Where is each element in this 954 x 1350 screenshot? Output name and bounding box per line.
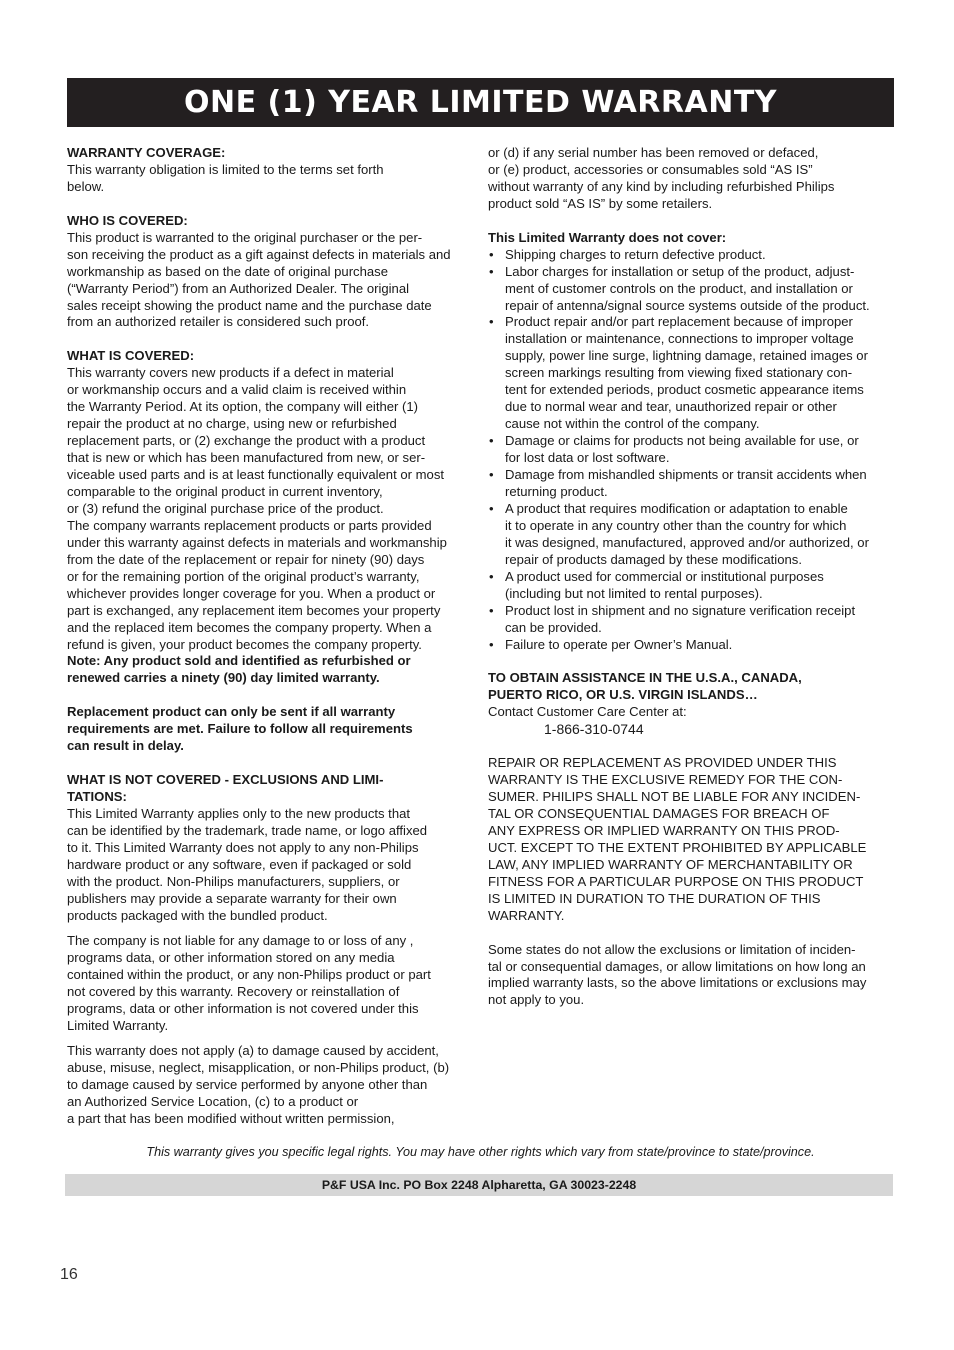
text-line: due to normal wear and tear, unauthorized repair or other [505,399,837,415]
exclusions-continued [488,145,894,213]
company-address: P&F USA Inc. PO Box 2248 Alpharetta, GA 30023-2248 [65,1174,893,1196]
text-line: This Limited Warranty applies only to the new products that [67,805,411,821]
text-line: Note: Any product sold and identified as refurbished or [67,653,411,669]
text-line: whichever provides longer coverage for you. When a product or [67,585,436,601]
text-line: • Damage or claims for products not being available for use, or [505,433,859,449]
not-covered-paragraph-3 [67,1043,469,1128]
text-line: • A product used for commercial or institutional purposes [505,568,824,584]
text-line: repair the product at no charge, using new or refurbished [67,416,397,432]
customer-care-phone: 1-866-310-0744 [544,721,644,738]
text-line: can result in delay. [67,738,184,754]
text-line: publishers may provide a separate warranty for their own [67,890,397,906]
text-line: repair of antenna/signal source systems outside of the product. [505,297,870,313]
text-line: WARRANTY. [488,907,565,923]
text-line: sales receipt showing the product name and the purchase date [67,297,432,313]
text-line: The company warrants replacement products or parts provided [67,517,432,533]
text-line: products packaged with the bundled product. [67,907,328,923]
text-line: TO OBTAIN ASSISTANCE IN THE U.S.A., CANADA, [488,670,802,686]
text-line: supply, power line surge, lightning damage, retained images or [505,348,868,364]
text-line: tent for extended periods, product cosmetic appearance items [505,382,864,398]
text-line: ANY EXPRESS OR IMPLIED WARRANTY ON THIS PROD- [488,822,840,838]
list-item [488,433,894,467]
list-item [488,247,894,264]
does-not-cover-heading: This Limited Warranty does not cover: [488,229,727,245]
text-line: under this warranty against defects in materials and workmanship [67,534,447,550]
text-line: comparable to the original product in current inventory, [67,483,383,499]
text-line: IS LIMITED IN DURATION TO THE DURATION OF THIS [488,890,821,906]
legal-rights-footnote: This warranty gives you specific legal rights. You may have other rights which vary from state/province to state/province. [146,1145,815,1159]
text-line: not covered by this warranty. Recovery or reinstallation of [67,983,400,999]
text-line: renewed carries a ninety (90) day limited warranty. [67,670,380,686]
text-line: UCT. EXCEPT TO THE EXTENT PROHIBITED BY APPLICABLE [488,839,867,855]
coverage-text [67,162,469,196]
text-line: programs data, or other information stored on any media [67,950,395,966]
left-column [67,145,469,1128]
who-covered-text [67,230,469,332]
text-line: installation or maintenance, connections to improper voltage [505,331,854,347]
text-line: screen markings resulting from viewing fixed stationary con- [505,365,853,381]
text-line: LAW, ANY IMPLIED WARRANTY OF MERCHANTABILITY OR [488,856,853,872]
text-line: Replacement product can only be sent if all warranty [67,704,396,720]
remedy-disclaimer [488,755,894,925]
text-line: This warranty covers new products if a defect in material [67,365,394,381]
text-line: that is new or which has been manufactured from new, or ser- [67,450,426,466]
text-line: PUERTO RICO, OR U.S. VIRGIN ISLANDS… [488,687,758,703]
text-line: Limited Warranty. [67,1017,169,1033]
text-line: WHAT IS NOT COVERED - EXCLUSIONS AND LIMI- [67,772,384,788]
list-item [488,264,894,315]
text-line: or (d) if any serial number has been removed or defaced, [488,145,819,160]
text-line: an Authorized Service Location, (c) to a product or [67,1094,359,1110]
page-number: 16 [60,1266,78,1283]
not-covered-paragraph-1 [67,806,469,925]
list-item [488,467,894,501]
page-title: ONE (1) YEAR LIMITED WARRANTY [67,78,894,127]
text-line: programs, data or other information is not covered under this [67,1000,419,1016]
text-line: and the replaced item becomes the company property. When a [67,619,432,635]
text-line: SUMER. PHILIPS SHALL NOT BE LIABLE FOR ANY INCIDEN- [488,789,861,805]
text-line: son receiving the product as a gift against defects in materials and [67,246,451,262]
text-line: it was designed, manufactured, approved and/or authorized, or [505,534,869,550]
not-covered-heading [67,772,469,806]
text-line: TATIONS: [67,788,127,804]
what-covered-heading: WHAT IS COVERED: [67,348,195,364]
text-line: refund is given, your product becomes the company property. [67,636,422,652]
not-covered-paragraph-2 [67,933,469,1035]
exclusion-list [488,247,894,654]
text-line: This product is warranted to the original purchaser or the per- [67,229,423,245]
text-line: or for the remaining portion of the original product’s warranty, [67,568,420,584]
contact-text: Contact Customer Care Center at: [488,704,687,720]
right-column [488,145,894,1009]
list-item [488,637,894,654]
text-line: The company is not liable for any damage to or loss of any , [67,933,414,949]
who-covered-heading: WHO IS COVERED: [67,212,188,228]
text-line: the Warranty Period. At its option, the company will either (1) [67,399,419,415]
text-line: without warranty of any kind by including refurbished Philips [488,178,835,194]
text-line: (“Warranty Period”) from an Authorized Dealer. The original [67,280,410,296]
text-line: workmanship as based on the date of original purchase [67,263,388,279]
text-line: to it. This Limited Warranty does not apply to any non-Philips [67,839,419,855]
text-line: requirements are met. Failure to follow all requirements [67,721,413,737]
list-item [488,603,894,637]
text-line: with the product. Non-Philips manufacturers, suppliers, or [67,873,400,889]
text-line: FITNESS FOR A PARTICULAR PURPOSE ON THIS PRODUCT [488,873,864,889]
text-line: below. [67,178,105,194]
text-line: implied warranty lasts, so the above limitations or exclusions may [488,975,867,991]
text-line: contained within the product, or any non-Philips product or part [67,967,431,982]
text-line: product sold “AS IS” by some retailers. [488,195,713,211]
text-line: viceable used parts and is at least functionally equivalent or most [67,466,445,482]
text-line: • Damage from mishandled shipments or transit accidents when [505,467,867,483]
text-line: • Shipping charges to return defective product. [505,246,766,262]
text-line: it to operate in any country other than the country for which [505,517,847,533]
text-line: can be provided. [505,619,602,635]
text-line: or workmanship occurs and a valid claim is received within [67,382,407,398]
text-line: repair of products damaged by these modifications. [505,551,802,567]
replacement-note [67,704,469,755]
text-line: to damage caused by service performed by anyone other than [67,1077,428,1093]
coverage-heading: WARRANTY COVERAGE: [67,145,226,160]
text-line: • A product that requires modification or adaptation to enable [505,500,848,516]
text-line: • Product repair and/or part replacement because of improper [505,314,853,330]
refurbished-note [67,653,469,687]
text-line: WARRANTY IS THE EXCLUSIVE REMEDY FOR THE CON- [488,772,843,788]
text-line: for lost data or lost software. [505,450,670,466]
assistance-heading [488,670,894,704]
text-line: This warranty does not apply (a) to damage caused by accident, [67,1043,439,1059]
text-line: replacement parts, or (2) exchange the product with a product [67,433,426,449]
text-line: • Labor charges for installation or setup of the product, adjust- [505,263,855,279]
text-line: TAL OR CONSEQUENTIAL DAMAGES FOR BREACH OF [488,805,830,821]
text-line: • Product lost in shipment and no signature verification receipt [505,602,856,618]
text-line: or (3) refund the original purchase price of the product. [67,500,384,516]
text-line: abuse, misuse, neglect, misapplication, or non-Philips product, (b) [67,1060,450,1076]
text-line: cause not within the control of the company. [505,416,760,432]
text-line: This warranty obligation is limited to the terms set forth [67,161,384,177]
list-item [488,501,894,569]
text-line: Some states do not allow the exclusions or limitation of inciden- [488,941,856,957]
text-line: can be identified by the trademark, trade name, or logo affixed [67,822,428,838]
what-covered-text [67,365,469,653]
list-item [488,314,894,433]
text-line: ment of customer controls on the product, and installation or [505,280,853,296]
text-line: REPAIR OR REPLACEMENT AS PROVIDED UNDER THIS [488,755,837,771]
text-line: tal or consequential damages, or allow limitations on how long an [488,958,866,974]
text-line: returning product. [505,484,608,499]
text-line: a part that has been modified without written permission, [67,1111,395,1127]
text-line: not apply to you. [488,992,585,1008]
text-line: • Failure to operate per Owner’s Manual. [505,636,733,652]
list-item [488,569,894,603]
states-disclaimer [488,942,894,1010]
text-line: or (e) product, accessories or consumables sold “AS IS” [488,161,813,177]
text-line: hardware product or any software, even if packaged or sold [67,856,412,872]
text-line: (including but not limited to rental purposes). [505,585,763,601]
text-line: part is exchanged, any replacement item becomes your property [67,602,441,618]
text-line: from an authorized retailer is considered such proof. [67,314,370,330]
text-line: from the date of the replacement or repair for ninety (90) days [67,551,425,567]
